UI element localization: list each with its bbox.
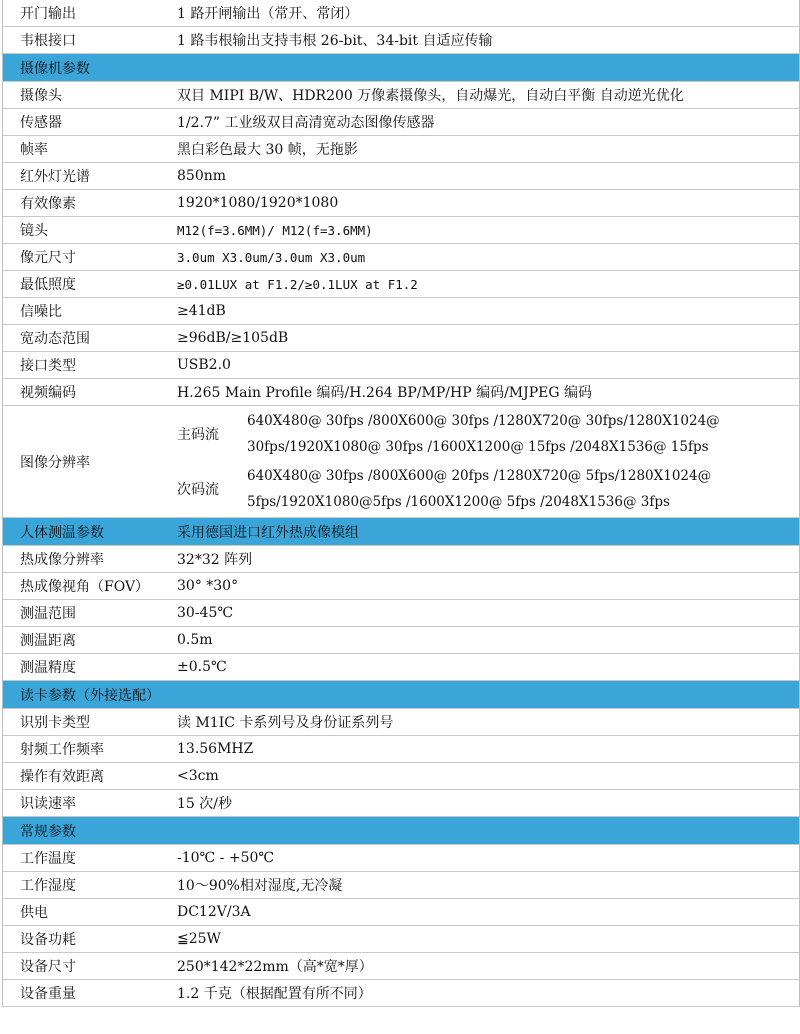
- spec-value: 250*142*22mm（高*宽*厚）: [177, 959, 373, 975]
- spec-label: 设备尺寸: [20, 959, 76, 975]
- spec-row: [3, 546, 799, 573]
- spec-value: 1920*1080/1920*1080: [177, 195, 339, 211]
- sub-stream-label: 次码流: [177, 482, 219, 499]
- spec-row: [3, 352, 799, 379]
- spec-value: 1/2.7” 工业级双目高清宽动态图像传感器: [177, 115, 435, 131]
- spec-row-wiegand: [3, 27, 799, 54]
- spec-label: 开门输出: [20, 6, 76, 22]
- spec-label: 工作温度: [20, 851, 76, 867]
- spec-row-door-output: [3, 0, 799, 27]
- spec-row: [3, 790, 799, 817]
- spec-value: 30° *30°: [177, 578, 239, 594]
- spec-row: [3, 109, 799, 136]
- spec-value: ≥41dB: [177, 303, 226, 319]
- spec-label: 最低照度: [20, 277, 76, 293]
- spec-table: [2, 0, 800, 1007]
- spec-value: M12(f=3.6MM)/ M12(f=3.6MM): [177, 222, 373, 238]
- spec-value: 850nm: [177, 168, 227, 184]
- sub-stream-line1: 640X480@ 30fps /800X600@ 20fps /1280X720@ 5fps/1280X1024@: [247, 468, 712, 485]
- spec-value: 双目 MIPI B/W、HDR200 万像素摄像头，自动爆光，自动白平衡 自动逆光优化: [177, 88, 684, 104]
- spec-row: [3, 926, 799, 953]
- spec-label: 有效像素: [20, 196, 76, 212]
- spec-label: 工作湿度: [20, 878, 76, 894]
- spec-value: ≦25W: [177, 931, 221, 947]
- spec-label: 热成像视角（FOV）: [20, 579, 150, 595]
- section-header-camera: [3, 54, 799, 82]
- spec-row: [3, 600, 799, 627]
- spec-label: 宽动态范围: [20, 331, 90, 347]
- spec-label: 帧率: [20, 142, 48, 158]
- spec-row: [3, 379, 799, 406]
- spec-label: 韦根接口: [20, 33, 76, 49]
- spec-row: [3, 325, 799, 352]
- spec-row: [3, 736, 799, 763]
- spec-row-image-resolution: [3, 406, 799, 518]
- spec-value: DC12V/3A: [177, 904, 251, 920]
- spec-value: 1 路开闸输出（常开、常闭）: [177, 6, 359, 22]
- spec-label: 图像分辨率: [20, 454, 90, 471]
- spec-value: 32*32 阵列: [177, 552, 253, 568]
- spec-row: [3, 845, 799, 872]
- spec-label: 测温距离: [20, 633, 76, 649]
- spec-label: 热成像分辨率: [20, 552, 104, 568]
- spec-value: 3.0um X3.0um/3.0um X3.0um: [177, 249, 366, 265]
- spec-row: [3, 82, 799, 109]
- spec-value: <3cm: [177, 768, 219, 784]
- spec-row: [3, 190, 799, 217]
- section-value: 采用德国进口红外热成像模组: [177, 524, 359, 541]
- section-title: 常规参数: [20, 823, 76, 840]
- spec-value: ≥96dB/≥105dB: [177, 330, 289, 346]
- spec-row: [3, 217, 799, 244]
- spec-value: 13.56MHZ: [177, 741, 254, 757]
- spec-label: 视频编码: [20, 385, 76, 401]
- section-title: 摄像机参数: [20, 60, 90, 77]
- spec-row: [3, 163, 799, 190]
- spec-value: 0.5m: [177, 632, 213, 648]
- spec-value: 30-45℃: [177, 605, 234, 621]
- spec-label: 镜头: [20, 223, 48, 239]
- section-header-thermal: [3, 518, 799, 546]
- spec-row: [3, 298, 799, 325]
- spec-label: 设备重量: [20, 986, 76, 1002]
- spec-label: 信噪比: [20, 304, 62, 320]
- spec-label: 识读速率: [20, 796, 76, 812]
- section-title: 读卡参数（外接选配）: [20, 687, 160, 704]
- spec-value: ±0.5℃: [177, 659, 227, 675]
- spec-label: 操作有效距离: [20, 769, 104, 785]
- section-header-general: [3, 817, 799, 845]
- spec-row: [3, 709, 799, 736]
- spec-value: 15 次/秒: [177, 796, 232, 812]
- spec-value: 1 路韦根输出支持韦根 26-bit、34-bit 自适应传输: [177, 33, 493, 49]
- spec-value: 黑白彩色最大 30 帧，无拖影: [177, 142, 358, 158]
- section-title: 人体测温参数: [20, 524, 104, 541]
- spec-label: 红外灯光谱: [20, 169, 90, 185]
- spec-row: [3, 980, 799, 1007]
- section-header-card-reader: [3, 681, 799, 709]
- spec-row: [3, 953, 799, 980]
- spec-row: [3, 573, 799, 600]
- spec-row: [3, 872, 799, 899]
- spec-row: [3, 244, 799, 271]
- spec-label: 识别卡类型: [20, 715, 90, 731]
- spec-row: [3, 627, 799, 654]
- spec-label: 接口类型: [20, 358, 76, 374]
- spec-row: [3, 271, 799, 298]
- spec-value: -10℃ - +50℃: [177, 850, 275, 866]
- spec-label: 像元尺寸: [20, 250, 76, 266]
- spec-value: 10～90%相对湿度,无冷凝: [177, 878, 343, 894]
- sub-stream-line2: 5fps/1920X1080@5fps /1600X1200@ 5fps /2048X1536@ 3fps: [247, 494, 670, 511]
- main-stream-line1: 640X480@ 30fps /800X600@ 30fps /1280X720@ 30fps/1280X1024@: [247, 412, 720, 429]
- spec-row: [3, 763, 799, 790]
- main-stream-line2: 30fps/1920X1080@ 30fps /1600X1200@ 15fps /2048X1536@ 15fps: [247, 438, 709, 455]
- main-stream-label: 主码流: [177, 426, 219, 443]
- spec-label: 传感器: [20, 115, 62, 131]
- spec-value: H.265 Main Profile 编码/H.264 BP/MP/HP 编码/MJPEG 编码: [177, 385, 593, 401]
- spec-label: 设备功耗: [20, 932, 76, 948]
- spec-value: 读 M1IC 卡系列号及身份证系列号: [177, 715, 394, 731]
- spec-label: 摄像头: [20, 88, 62, 104]
- spec-value: 1.2 千克（根据配置有所不同）: [177, 986, 372, 1002]
- spec-row: [3, 136, 799, 163]
- sub-stream: [177, 462, 799, 518]
- spec-label: 射频工作频率: [20, 742, 104, 758]
- spec-label: 供电: [20, 905, 48, 921]
- spec-row: [3, 899, 799, 926]
- spec-value: ≥0.01LUX at F1.2/≥0.1LUX at F1.2: [177, 276, 418, 292]
- main-stream: [177, 406, 799, 462]
- spec-label: 测温范围: [20, 606, 76, 622]
- spec-row: [3, 654, 799, 681]
- spec-value: USB2.0: [177, 357, 231, 373]
- spec-label: 测温精度: [20, 660, 76, 676]
